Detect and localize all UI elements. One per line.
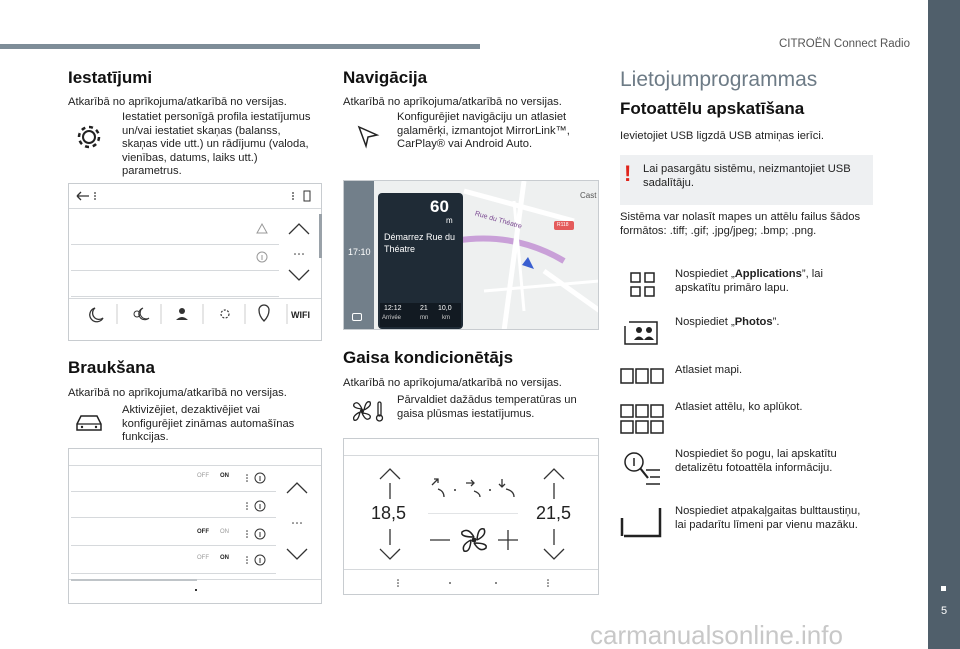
- road-badge: R118: [557, 222, 569, 228]
- scroll-arrows-icon: [285, 481, 309, 561]
- step-6: Nospiediet atpakaļgaitas bulttaustiņu, lai padarītu līmeni par vienu mazāku.: [675, 505, 861, 531]
- step-2: Nospiediet „Photos”.: [675, 316, 780, 328]
- row-info-icons: [245, 471, 269, 563]
- driving-title: Braukšana: [68, 358, 155, 377]
- navigation-desc: Konfigurējiet navigāciju un atlasiet galamērķi, izmantojot MirrorLink™, CarPlay® vai Android Auto.: [397, 111, 570, 150]
- formats-text: Sistēma var nolasīt mapes un attēlu failus šādos formātos: .tiff; .gif; .jpg/jpeg; .bmp; .png.: [620, 211, 861, 237]
- nav-clock: 17:10: [348, 247, 371, 257]
- step-3: Atlasiet mapi.: [675, 364, 743, 376]
- images-grid-icon: [620, 404, 664, 434]
- warning-triangle-icon: [255, 222, 269, 236]
- usb-intro: Ievietojiet USB ligzdā USB atmiņas ierīci.: [620, 130, 824, 142]
- side-band: [928, 0, 960, 649]
- climate-bottom-bar: [394, 579, 554, 589]
- section-title: Lietojumprogrammas: [620, 68, 818, 91]
- toggle-off-3[interactable]: OFF: [197, 555, 209, 561]
- airflow-mode-icons[interactable]: [430, 477, 520, 499]
- photo-details-icon: [622, 450, 662, 490]
- settings-title: Iestatījumi: [68, 68, 153, 87]
- nav-mins: 21: [420, 305, 428, 312]
- navigation-title: Navigācija: [343, 68, 428, 87]
- page-number: 5: [940, 605, 948, 617]
- scroll-arrows-icon: [287, 222, 311, 282]
- fan-thermometer-icon: [350, 398, 386, 424]
- navigation-intro: Atkarībā no aprīkojuma/atkarībā no versijas.: [343, 96, 562, 108]
- nav-dist: 10,0: [438, 305, 452, 312]
- settings-screen: [68, 183, 322, 341]
- temp-right: 21,5: [536, 503, 572, 523]
- warning-box: [620, 155, 873, 205]
- warning-icon: !: [624, 161, 632, 186]
- watermark: carmanualsonline.info: [590, 620, 843, 649]
- top-rule: [0, 44, 480, 49]
- continue-mark: [941, 586, 946, 591]
- map-city: Cast: [580, 191, 597, 200]
- car-icon: [74, 412, 104, 434]
- settings-desc: Iestatiet personīgā profila iestatījumus un/vai iestatiet skaņas (balanss, skaņas vide utt.) un rādījumu (valoda, vienības, datums, laiks utt.) parametrus.: [122, 111, 311, 177]
- settings-tabbar: [79, 304, 315, 324]
- step-1: Nospiediet „Applications”, lai apskatītu primāro lapu.: [675, 268, 823, 294]
- menu-trash-icon: [291, 190, 315, 202]
- nav-distance-unit: m: [446, 216, 453, 225]
- climate-desc: Pārvaldiet dažādus temperatūras un gaisa plūsmas iestatījumus.: [397, 394, 577, 420]
- climate-intro: Atkarībā no aprīkojuma/atkarībā no versijas.: [343, 377, 562, 389]
- driving-intro: Atkarībā no aprīkojuma/atkarībā no versijas.: [68, 387, 287, 399]
- toggle-on-1[interactable]: ON: [220, 473, 229, 479]
- fan-speed-controls[interactable]: [428, 525, 520, 555]
- map-street: Rue du Théatre: [473, 210, 523, 231]
- nav-instruction-panel: [378, 193, 463, 329]
- back-arrow-icon: [620, 506, 664, 540]
- nav-dist-label: km: [442, 315, 450, 321]
- warning-text: Lai pasargātu sistēmu, neizmantojiet USB sadalītāju.: [643, 163, 851, 189]
- photos-title: Fotoattēlu apskatīšana: [620, 99, 805, 118]
- gear-icon: [76, 124, 102, 150]
- navigation-screen: [343, 180, 599, 330]
- driving-desc: Aktivizējiet, dezaktivējiet vai konfigurējiet zināmas automašīnas funkcijas.: [122, 404, 295, 443]
- step-4: Atlasiet attēlu, ko aplūkot.: [675, 401, 803, 413]
- brand-label: CITROËN Connect Radio: [778, 38, 910, 50]
- wifi-label: WIFI: [291, 310, 310, 320]
- nav-arrival-time: 12:12: [384, 305, 402, 312]
- climate-screen: [343, 438, 599, 595]
- nav-distance: 60: [430, 197, 449, 216]
- nav-mins-label: mn: [420, 315, 429, 321]
- toggle-on-3[interactable]: ON: [220, 555, 229, 561]
- photos-icon: [623, 318, 659, 346]
- temp-left: 18,5: [371, 503, 407, 523]
- back-arrow-icon: [75, 190, 99, 202]
- navigation-arrow-icon: [356, 124, 380, 152]
- driving-screen: [68, 448, 322, 604]
- step-5: Nospiediet šo pogu, lai apskatītu detalizētu fotoattēla informāciju.: [675, 448, 837, 474]
- toggle-off-1[interactable]: OFF: [197, 473, 209, 479]
- applications-grid-icon: [630, 272, 656, 298]
- toggle-on-2[interactable]: ON: [220, 529, 229, 535]
- toggle-off-2[interactable]: OFF: [197, 529, 209, 535]
- climate-title: Gaisa kondicionētājs: [343, 348, 514, 367]
- nav-instruction: Démarrez Rue du Théatre: [384, 232, 456, 254]
- settings-intro: Atkarībā no aprīkojuma/atkarībā no versijas.: [68, 96, 287, 108]
- nav-home-icon[interactable]: [352, 313, 362, 321]
- nav-arrival-label: Arrivée: [382, 315, 402, 321]
- folders-icon: [620, 368, 664, 384]
- info-icon: [255, 250, 269, 264]
